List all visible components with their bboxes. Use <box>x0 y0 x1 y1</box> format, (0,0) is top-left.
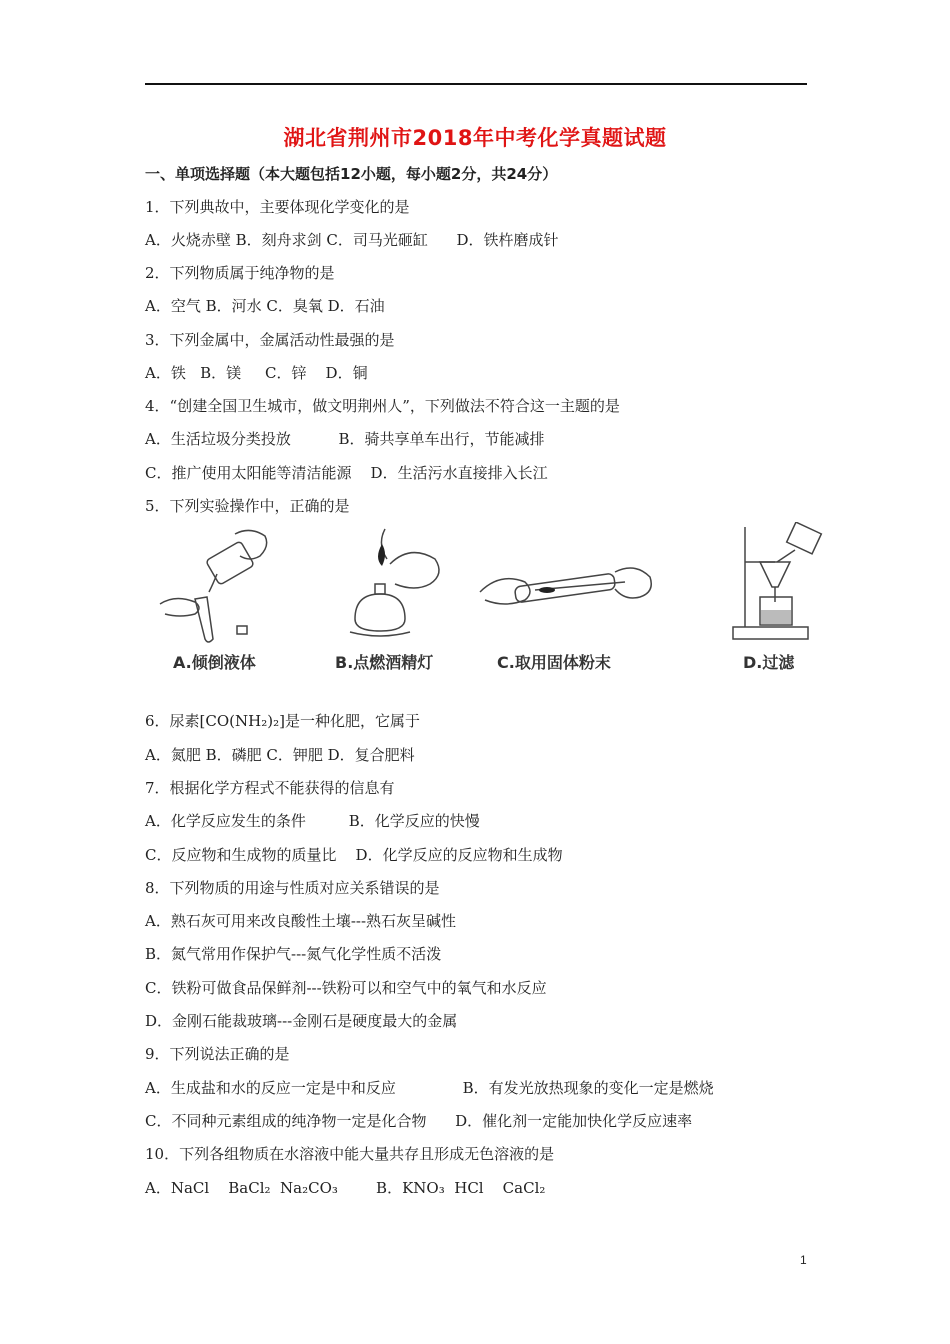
section-heading: 一、单项选择题（本大题包括12小题，每小题2分，共24分） <box>145 165 558 183</box>
options-line: B．氮气常用作保护气---氮气化学性质不活泼 <box>145 945 442 963</box>
options-line: A．空气 B．河水 C．臭氧 D．石油 <box>145 297 385 315</box>
options-line: A．火烧赤壁 B．刻舟求剑 C．司马光砸缸 D．铁杵磨成针 <box>145 231 559 249</box>
question-line: 4．“创建全国卫生城市，做文明荆州人”，下列做法不符合这一主题的是 <box>145 397 620 415</box>
options-line: A．化学反应发生的条件 B．化学反应的快慢 <box>145 812 480 830</box>
options-line: C．不同种元素组成的纯净物一定是化合物 D．催化剂一定能加快化学反应速率 <box>145 1112 693 1130</box>
figure-caption: D.过滤 <box>743 653 795 672</box>
alcohol-lamp-illustration <box>330 524 460 644</box>
question-line: 9．下列说法正确的是 <box>145 1045 290 1063</box>
page-number: 1 <box>800 1253 807 1267</box>
figure-caption: B.点燃酒精灯 <box>335 653 434 672</box>
options-line: C．推广使用太阳能等清洁能源 D．生活污水直接排入长江 <box>145 464 548 482</box>
question-line: 7．根据化学方程式不能获得的信息有 <box>145 779 395 797</box>
experiment-figures <box>145 522 845 682</box>
options-line: C．反应物和生成物的质量比 D．化学反应的反应物和生成物 <box>145 846 563 864</box>
pouring-liquid-illustration <box>155 524 285 644</box>
figure-caption: C.取用固体粉末 <box>497 653 611 672</box>
question-line: 5．下列实验操作中，正确的是 <box>145 497 350 515</box>
document-title: 湖北省荆州市2018年中考化学真题试题 <box>283 126 667 150</box>
header-rule <box>145 83 807 85</box>
question-line: 6．尿素[CO(NH₂)₂]是一种化肥，它属于 <box>145 712 420 730</box>
question-line: 2．下列物质属于纯净物的是 <box>145 264 335 282</box>
options-line: A．氮肥 B．磷肥 C．钾肥 D．复合肥料 <box>145 746 415 764</box>
question-line: 1．下列典故中，主要体现化学变化的是 <box>145 198 410 216</box>
question-line: 3．下列金属中，金属活动性最强的是 <box>145 331 395 349</box>
options-line: A．NaCl BaCl₂ Na₂CO₃ B．KNO₃ HCl CaCl₂ <box>145 1179 546 1197</box>
options-line: A．熟石灰可用来改良酸性土壤---熟石灰呈碱性 <box>145 912 457 930</box>
question-line: 8．下列物质的用途与性质对应关系错误的是 <box>145 879 440 897</box>
figure-caption: A.倾倒液体 <box>173 653 256 672</box>
question-line: 10．下列各组物质在水溶液中能大量共存且形成无色溶液的是 <box>145 1145 555 1163</box>
options-line: A．铁 B．镁 C．锌 D．铜 <box>145 364 368 382</box>
options-line: A．生活垃圾分类投放 B．骑共享单车出行，节能减排 <box>145 430 545 448</box>
filtration-illustration <box>725 522 840 647</box>
solid-powder-illustration <box>475 552 655 632</box>
options-line: D．金刚石能裁玻璃---金刚石是硬度最大的金属 <box>145 1012 458 1030</box>
options-line: C．铁粉可做食品保鲜剂---铁粉可以和空气中的氧气和水反应 <box>145 979 547 997</box>
options-line: A．生成盐和水的反应一定是中和反应 B．有发光放热现象的变化一定是燃烧 <box>145 1079 714 1097</box>
